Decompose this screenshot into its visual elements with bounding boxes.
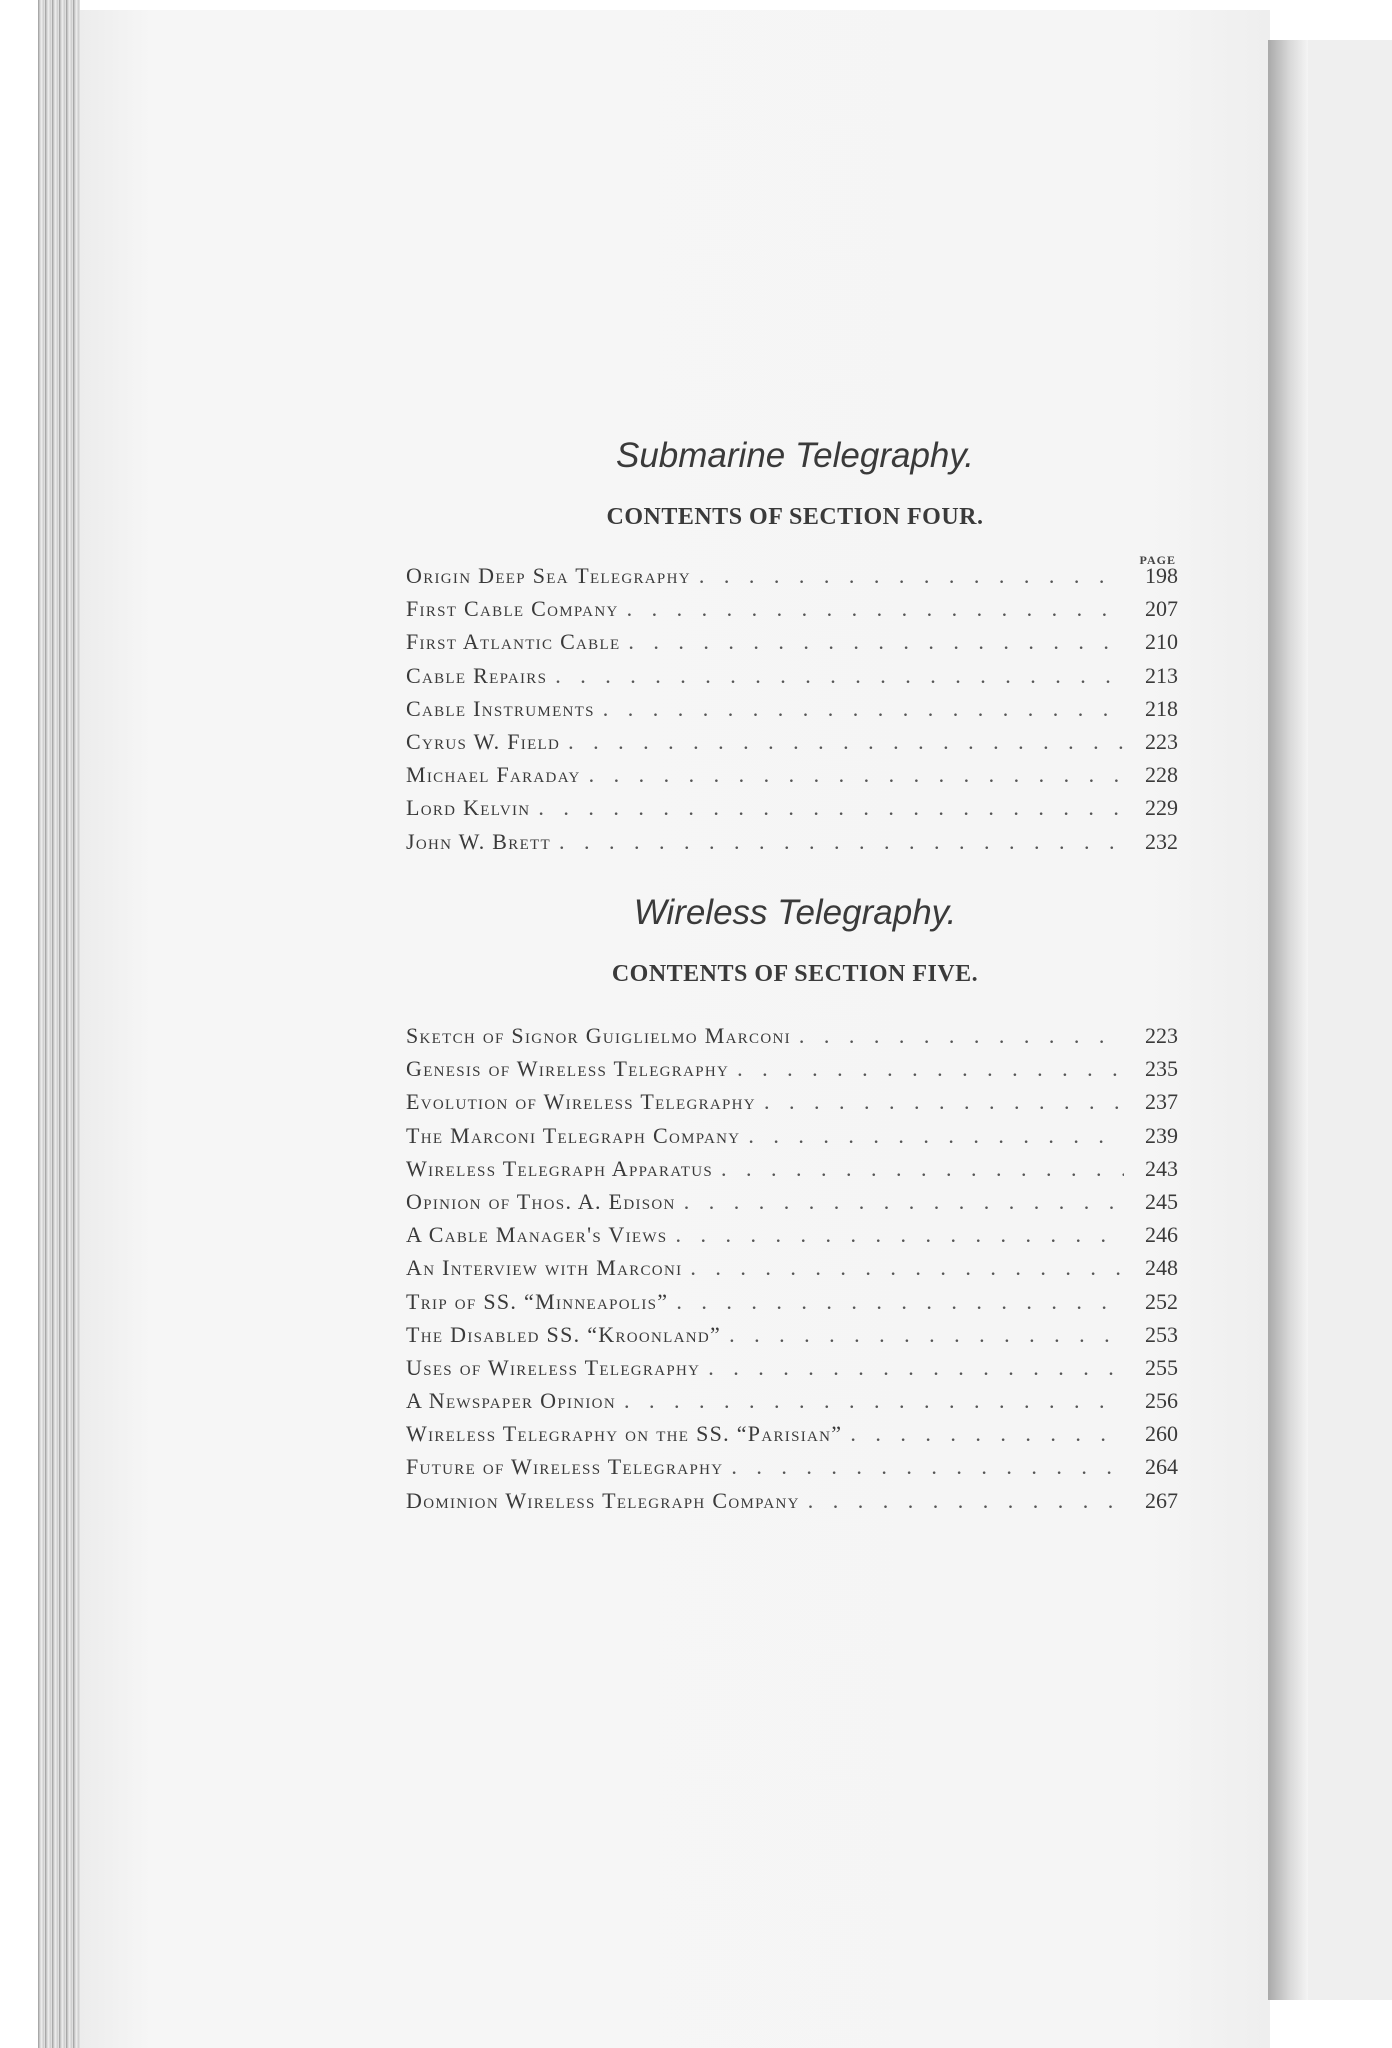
toc-entry	[406, 625, 1178, 658]
toc-entry	[406, 592, 1178, 625]
toc-entry-page: 243	[1145, 1155, 1178, 1181]
toc-entry	[406, 692, 1178, 725]
toc-entry	[406, 1085, 1178, 1118]
gutter-shadow	[1268, 40, 1308, 2000]
dot-leader	[559, 825, 1124, 858]
dot-leader	[737, 1052, 1124, 1085]
toc-entry-title: Origin Deep Sea Telegraphy	[406, 563, 691, 588]
toc-entry	[406, 1384, 1178, 1417]
toc-entry	[406, 1450, 1178, 1483]
toc-entry	[406, 1152, 1178, 1185]
dot-leader	[603, 692, 1124, 725]
toc-entry-title: Dominion Wireless Telegraph Company	[406, 1487, 800, 1513]
toc-entry-title: Michael Faraday	[406, 762, 581, 788]
dot-leader	[699, 559, 1124, 592]
dot-leader	[764, 1085, 1124, 1118]
toc-entry	[406, 559, 1178, 592]
facing-page	[1308, 40, 1392, 2000]
dot-leader	[555, 659, 1124, 692]
toc-entry-title: Cable Instruments	[406, 695, 595, 721]
dot-leader	[729, 1318, 1124, 1351]
toc-entry-page: 255	[1145, 1354, 1178, 1380]
toc-entry-title: Evolution of Wireless Telegraphy	[406, 1089, 756, 1115]
toc-entry-page: 210	[1145, 629, 1178, 655]
toc-entry-page: 229	[1145, 795, 1178, 821]
toc-entry-page: 267	[1145, 1487, 1178, 1513]
toc-entry	[406, 1185, 1178, 1218]
page-edges	[38, 0, 80, 2048]
dot-leader	[690, 1251, 1124, 1284]
toc-entry-title: Lord Kelvin	[406, 795, 531, 821]
toc-entry-page: 237	[1145, 1089, 1178, 1115]
dot-leader	[676, 1285, 1124, 1318]
toc-entry-title: The Disabled SS. “Kroonland”	[406, 1321, 722, 1347]
toc-entry-title: Genesis of Wireless Telegraphy	[406, 1056, 730, 1082]
dot-leader	[850, 1417, 1124, 1450]
toc-entry-title: A Newspaper Opinion	[406, 1388, 616, 1414]
toc-entry-page: 245	[1145, 1188, 1178, 1214]
toc-entry-title: Opinion of Thos. A. Edison	[406, 1188, 676, 1214]
dot-leader	[799, 1019, 1124, 1052]
toc-entry-title: Cyrus W. Field	[406, 728, 561, 754]
toc-entry	[406, 1318, 1178, 1351]
toc-entry-title: First Atlantic Cable	[406, 629, 621, 655]
toc-entry-page: 260	[1145, 1421, 1178, 1447]
dot-leader	[731, 1450, 1124, 1483]
toc-entry-title: Trip of SS. “Minneapolis”	[406, 1288, 669, 1314]
dot-leader	[808, 1484, 1124, 1517]
toc-entry	[406, 1019, 1178, 1052]
section-four-contents	[406, 559, 1178, 858]
toc-entry-title: First Cable Company	[406, 596, 619, 622]
toc-entry-title: John W. Brett	[406, 828, 551, 854]
section-four-title: Submarine Telegraphy.	[616, 436, 974, 475]
toc-entry	[406, 725, 1178, 758]
toc-entry-page: 207	[1145, 596, 1178, 622]
page-column-label: PAGE	[1139, 553, 1176, 567]
toc-entry-title: A Cable Manager's Views	[406, 1222, 668, 1248]
toc-entry-title: Wireless Telegraph Apparatus	[406, 1155, 714, 1181]
dot-leader	[568, 725, 1124, 758]
toc-entry	[406, 659, 1178, 692]
toc-entry-page: 239	[1145, 1122, 1178, 1148]
dot-leader	[708, 1351, 1124, 1384]
toc-entry-title: Cable Repairs	[406, 662, 548, 688]
dot-leader	[624, 1384, 1124, 1417]
toc-entry	[406, 1251, 1178, 1284]
section-four-heading: CONTENTS OF SECTION FOUR.	[606, 504, 984, 530]
dot-leader	[589, 758, 1124, 791]
toc-entry-page: 264	[1145, 1454, 1178, 1480]
toc-entry-page: 228	[1145, 762, 1178, 788]
toc-entry-title: Future of Wireless Telegraphy	[406, 1454, 724, 1480]
toc-entry-page: 198	[1145, 563, 1178, 588]
toc-entry	[406, 1285, 1178, 1318]
toc-entry-title: Uses of Wireless Telegraphy	[406, 1354, 701, 1380]
toc-entry	[406, 758, 1178, 791]
dot-leader	[684, 1185, 1124, 1218]
dot-leader	[721, 1152, 1124, 1185]
toc-entry-page: 246	[1145, 1222, 1178, 1248]
section-five-heading: CONTENTS OF SECTION FIVE.	[611, 961, 979, 987]
toc-entry	[406, 1484, 1178, 1517]
toc-entry-page: 218	[1145, 695, 1178, 721]
dot-leader	[748, 1119, 1124, 1152]
toc-entry-page: 235	[1145, 1056, 1178, 1082]
toc-entry	[406, 1417, 1178, 1450]
toc-entry-page: 223	[1145, 1023, 1178, 1048]
dot-leader	[628, 625, 1124, 658]
toc-entry	[406, 1052, 1178, 1085]
toc-entry-page: 248	[1145, 1255, 1178, 1281]
toc-entry-page: 213	[1145, 662, 1178, 688]
toc-entry	[406, 1119, 1178, 1152]
dot-leader	[675, 1218, 1124, 1251]
toc-entry-title: Sketch of Signor Guiglielmo Marconi	[406, 1023, 791, 1048]
toc-entry-page: 252	[1145, 1288, 1178, 1314]
toc-entry-page: 223	[1145, 728, 1178, 754]
toc-entry-page: 256	[1145, 1388, 1178, 1414]
toc-entry-page: 232	[1145, 828, 1178, 854]
toc-entry	[406, 791, 1178, 824]
toc-entry-title: An Interview with Marconi	[406, 1255, 683, 1281]
dot-leader	[627, 592, 1124, 625]
toc-entry-title: The Marconi Telegraph Company	[406, 1122, 741, 1148]
section-five-contents	[406, 1019, 1178, 1517]
toc-entry-title: Wireless Telegraphy on the SS. “Parisian”	[406, 1421, 843, 1447]
toc-entry-page: 253	[1145, 1321, 1178, 1347]
toc-entry	[406, 1218, 1178, 1251]
dot-leader	[538, 791, 1124, 824]
toc-entry	[406, 825, 1178, 858]
section-five-title: Wireless Telegraphy.	[633, 893, 957, 932]
toc-entry	[406, 1351, 1178, 1384]
